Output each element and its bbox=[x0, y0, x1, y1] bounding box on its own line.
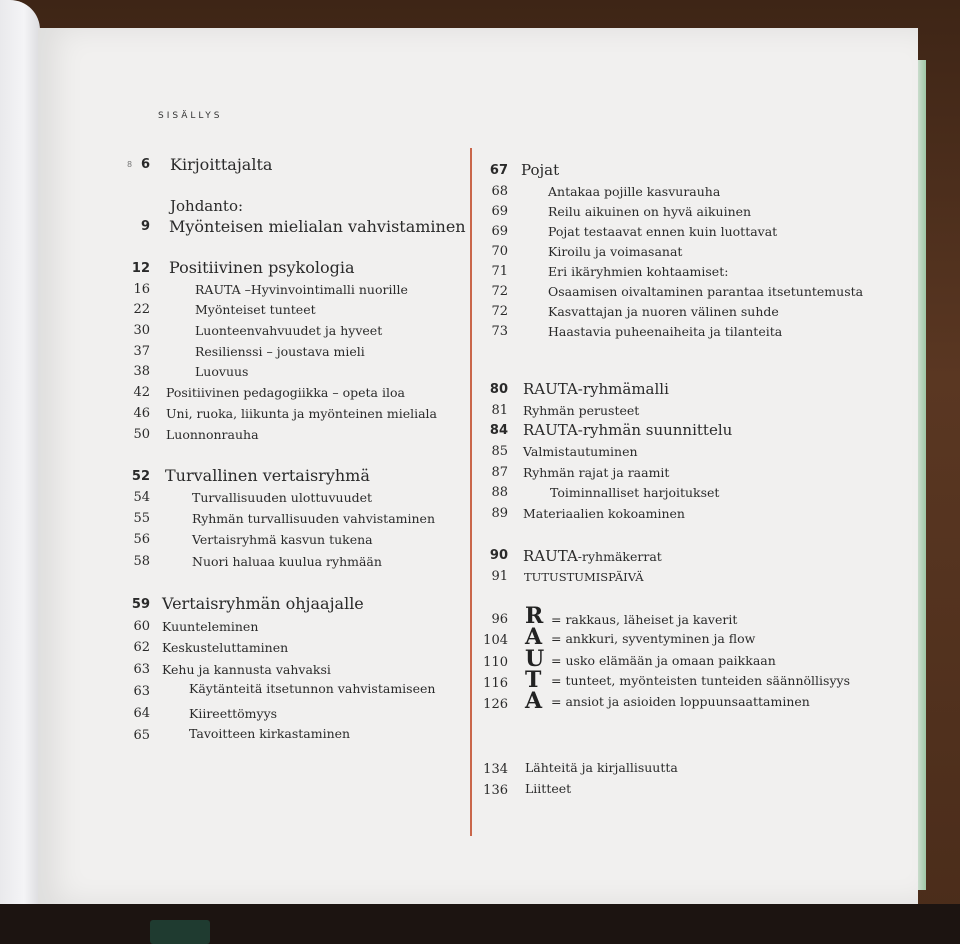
toc-page-number: 84 bbox=[489, 423, 508, 438]
toc-entry: Reilu aikuinen on hyvä aikuinen bbox=[548, 204, 752, 219]
toc-page-number: 116 bbox=[483, 676, 508, 691]
toc-page-number: 63 bbox=[133, 662, 150, 677]
toc-entry: Valmistautuminen bbox=[523, 444, 638, 459]
toc-page-number: 56 bbox=[133, 532, 150, 547]
toc-entry: RAUTA-ryhmämalli bbox=[523, 380, 669, 398]
toc-page-number: 16 bbox=[133, 282, 150, 297]
toc-page-number: 63 bbox=[133, 684, 150, 699]
toc-entry: Nuori haluaa kuulua ryhmään bbox=[192, 554, 382, 569]
toc-page-number: 88 bbox=[491, 485, 508, 500]
toc-page-number: 38 bbox=[133, 364, 150, 379]
toc-page-number: 46 bbox=[133, 406, 150, 421]
rauta-letter: A bbox=[525, 688, 543, 714]
toc-page-number: 12 bbox=[131, 261, 150, 276]
toc-page-number: 69 bbox=[491, 204, 508, 219]
toc-page-number: 62 bbox=[133, 640, 150, 655]
toc-page-number: 70 bbox=[491, 244, 508, 259]
toc-entry: Vertaisryhmä kasvun tukena bbox=[192, 532, 373, 547]
column-divider bbox=[470, 148, 472, 836]
toc-entry: Kasvattajan ja nuoren välinen suhde bbox=[548, 304, 779, 319]
toc-entry: = rakkaus, läheiset ja kaverit bbox=[551, 612, 738, 627]
toc-entry: Keskusteluttaminen bbox=[162, 640, 289, 655]
bookmark-ribbon bbox=[150, 920, 210, 944]
toc-page-number: 68 bbox=[491, 184, 508, 199]
toc-entry: Lähteitä ja kirjallisuutta bbox=[525, 760, 678, 775]
toc-entry: Liitteet bbox=[525, 781, 572, 796]
toc-entry: RAUTA-ryhmän suunnittelu bbox=[523, 421, 733, 439]
toc-entry: Luonnonrauha bbox=[166, 427, 259, 442]
toc-page-number: 59 bbox=[131, 597, 150, 612]
toc-entry: Toiminnalliset harjoitukset bbox=[550, 485, 720, 500]
toc-page-number: 126 bbox=[483, 697, 508, 712]
toc-entry: Osaamisen oivaltaminen parantaa itsetuntemusta bbox=[548, 284, 864, 299]
toc-entry: Luovuus bbox=[195, 364, 249, 379]
shadow bbox=[0, 904, 960, 944]
toc-entry: Käytänteitä itsetunnon vahvistamiseen bbox=[189, 681, 436, 696]
toc-page-number: 22 bbox=[133, 302, 150, 317]
toc-page-number: 110 bbox=[483, 655, 508, 670]
rauta-letter: T bbox=[525, 667, 542, 693]
toc-page-number: 136 bbox=[483, 783, 508, 798]
toc-entry: Haastavia puheenaiheita ja tilanteita bbox=[548, 324, 783, 339]
toc-entry: TUTUSTUMISPÄIVÄ bbox=[524, 570, 644, 584]
toc-entry: Materiaalien kokoaminen bbox=[523, 506, 685, 521]
page-heading: SISÄLLYS bbox=[158, 111, 223, 121]
toc-page-number: 42 bbox=[133, 385, 150, 400]
toc-page-number: 64 bbox=[133, 706, 150, 721]
toc-entry: Resilienssi – joustava mieli bbox=[195, 344, 365, 359]
toc-page-number: 96 bbox=[491, 612, 508, 627]
rauta-letter: A bbox=[525, 624, 543, 650]
toc-entry: Ryhmän perusteet bbox=[523, 403, 640, 418]
toc-page-number: 58 bbox=[133, 554, 150, 569]
toc-entry: Luonteenvahvuudet ja hyveet bbox=[195, 323, 383, 338]
toc-page-number: 73 bbox=[491, 324, 508, 339]
toc-entry: Turvallisuuden ulottuvuudet bbox=[192, 490, 373, 505]
toc-entry: = tunteet, myönteisten tunteiden säännöllisyys bbox=[551, 673, 850, 688]
toc-entry: Kirjoittajalta bbox=[170, 155, 273, 174]
toc-entry: Antakaa pojille kasvurauha bbox=[548, 184, 721, 199]
rauta-letter: R bbox=[525, 603, 544, 629]
page-marker: 8 bbox=[127, 160, 133, 169]
toc-entry: Turvallinen vertaisryhmä bbox=[165, 466, 370, 485]
toc-page-number: 80 bbox=[489, 382, 508, 397]
toc-page-number: 37 bbox=[133, 344, 150, 359]
toc-entry: RAUTA –Hyvinvointimalli nuorille bbox=[195, 282, 408, 297]
toc-page-number: 89 bbox=[491, 506, 508, 521]
toc-entry: = ansiot ja asioiden loppuunsaattaminen bbox=[551, 694, 810, 709]
toc-page-number: 65 bbox=[133, 728, 150, 743]
toc-page-number: 91 bbox=[491, 569, 508, 584]
rauta-letter: U bbox=[525, 646, 545, 672]
toc-entry: Tavoitteen kirkastaminen bbox=[189, 726, 351, 741]
toc-entry: Positiivinen psykologia bbox=[169, 258, 355, 277]
toc-page-number: 87 bbox=[491, 465, 508, 480]
toc-page-number: 52 bbox=[131, 469, 150, 484]
toc-entry: = ankkuri, syventyminen ja flow bbox=[551, 631, 756, 646]
toc-entry: Myönteiset tunteet bbox=[195, 302, 316, 317]
toc-page-number: 6 bbox=[140, 157, 150, 172]
toc-entry-title: RAUTA bbox=[523, 547, 578, 565]
toc-page-number: 81 bbox=[491, 403, 508, 418]
toc-page-number: 60 bbox=[133, 619, 150, 634]
toc-entry: Pojat testaavat ennen kuin luottavat bbox=[548, 224, 778, 239]
toc-entry: Kiireettömyys bbox=[189, 706, 278, 721]
toc-entry: = usko elämään ja omaan paikkaan bbox=[551, 653, 776, 668]
toc-page-number: 9 bbox=[140, 219, 150, 234]
toc-page-number: 55 bbox=[133, 511, 150, 526]
toc-entry bbox=[523, 546, 662, 565]
toc-page-number: 69 bbox=[491, 224, 508, 239]
toc-page-number: 134 bbox=[483, 762, 508, 777]
toc-entry: Eri ikäryhmien kohtaamiset: bbox=[548, 264, 729, 279]
toc-page-number: 104 bbox=[483, 633, 508, 648]
toc-page-number: 72 bbox=[491, 284, 508, 299]
toc-page-number: 72 bbox=[491, 304, 508, 319]
toc-page-number: 67 bbox=[489, 163, 508, 178]
toc-page-number: 90 bbox=[489, 548, 508, 563]
toc-page-number: 30 bbox=[133, 323, 150, 338]
toc-page-number: 85 bbox=[491, 444, 508, 459]
toc-entry: Ryhmän rajat ja raamit bbox=[523, 465, 670, 480]
previous-page-edge bbox=[0, 0, 40, 944]
toc-page-number: 54 bbox=[133, 490, 150, 505]
toc-entry: Myönteisen mielialan vahvistaminen bbox=[169, 217, 466, 236]
toc-entry: Positiivinen pedagogiikka – opeta iloa bbox=[166, 385, 405, 400]
toc-page-number: 50 bbox=[133, 427, 150, 442]
toc-entry: Johdanto: bbox=[170, 197, 244, 215]
toc-entry: Kiroilu ja voimasanat bbox=[548, 244, 683, 259]
toc-entry: Kuunteleminen bbox=[162, 619, 259, 634]
toc-page-number: 71 bbox=[491, 264, 508, 279]
toc-entry: Uni, ruoka, liikunta ja myönteinen mieliala bbox=[166, 406, 438, 421]
toc-entry: Kehu ja kannusta vahvaksi bbox=[162, 662, 331, 677]
toc-entry: Ryhmän turvallisuuden vahvistaminen bbox=[192, 511, 435, 526]
toc-entry-suffix: -ryhmäkerrat bbox=[577, 549, 662, 564]
toc-entry: Pojat bbox=[521, 161, 560, 179]
toc-entry: Vertaisryhmän ohjaajalle bbox=[162, 594, 364, 613]
